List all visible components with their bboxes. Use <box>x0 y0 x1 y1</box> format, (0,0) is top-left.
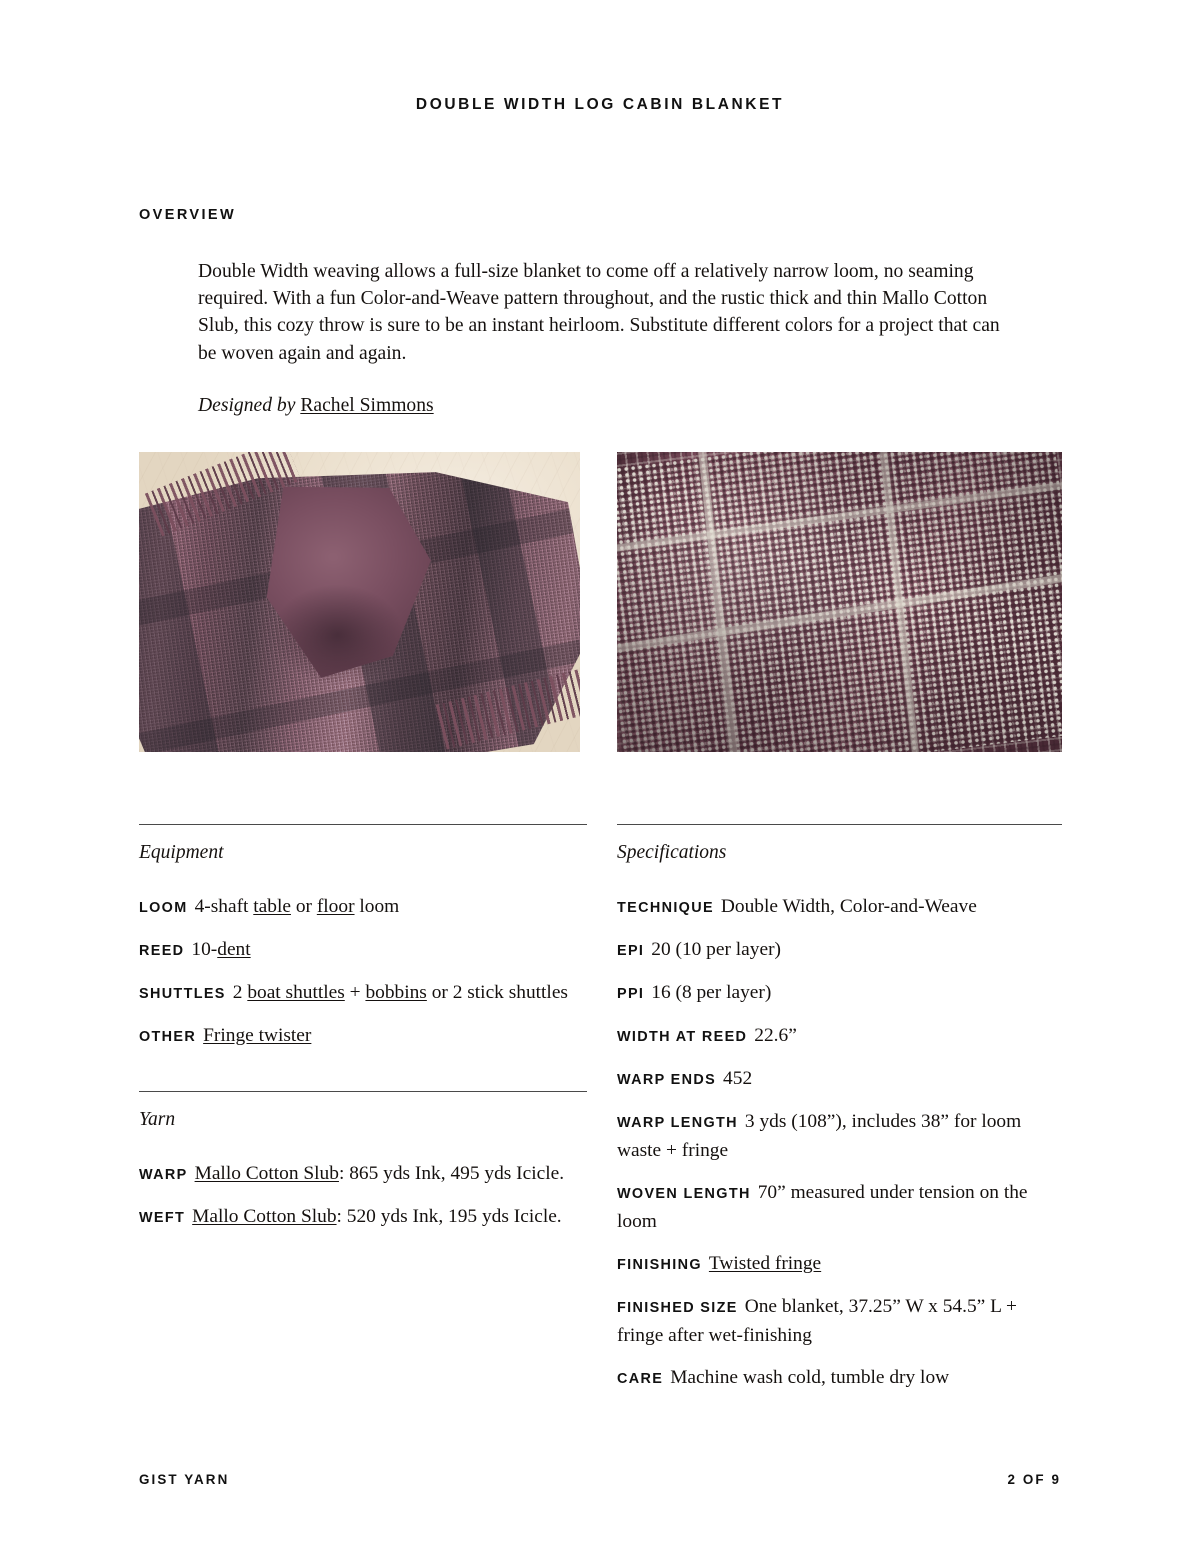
weave-fold-shading <box>617 452 1062 752</box>
equipment-row-reed <box>139 936 587 965</box>
row-label: REED <box>139 943 185 959</box>
spec-row-epi <box>617 936 1062 965</box>
spec-row-woven-length <box>617 1179 1062 1236</box>
overview-heading: OVERVIEW <box>139 207 237 223</box>
row-label: WEFT <box>139 1210 186 1226</box>
equipment-row-loom <box>139 893 587 922</box>
row-value: 20 (10 per layer) <box>651 939 782 960</box>
row-label: WARP <box>139 1167 188 1183</box>
page-title: DOUBLE WIDTH LOG CABIN BLANKET <box>415 96 785 113</box>
overview-paragraph: Double Width weaving allows a full-size blanket to come off a relatively narrow loom, no seaming required. With a fun Color-and-Weave pattern throughout, and the rustic thick and thin Mallo Cotton Slub, this cozy throw is sure to be an instant heirloom. Substitute different colors for a project that can be woven again and again. <box>198 261 1000 364</box>
row-value: 22.6” <box>754 1025 797 1046</box>
spec-row-technique <box>617 893 1062 922</box>
row-value: 452 <box>723 1068 753 1089</box>
section-divider <box>139 1091 587 1092</box>
spec-row-warp-ends <box>617 1065 1062 1094</box>
row-value-mid: or <box>290 896 317 917</box>
boat-shuttles-link[interactable]: boat shuttles <box>247 982 345 1003</box>
row-label: OTHER <box>139 1029 197 1045</box>
equipment-rows <box>139 893 587 1051</box>
equipment-row-other <box>139 1022 587 1051</box>
bobbins-link[interactable]: bobbins <box>365 982 427 1003</box>
spec-row-width-at-reed <box>617 1022 1062 1051</box>
spec-row-warp-length <box>617 1108 1062 1165</box>
reed-dent-link[interactable]: dent <box>217 939 251 960</box>
designer-credit <box>198 393 1010 419</box>
row-value: One blanket, 37.25” W x 54.5” L + fringe after wet-finishing <box>617 1296 1017 1346</box>
section-divider <box>139 824 587 825</box>
footer-page-number: 2 OF 9 <box>1007 1472 1061 1487</box>
specifications-rows <box>617 893 1062 1393</box>
yarn-section <box>139 1091 587 1232</box>
spec-row-care <box>617 1364 1062 1393</box>
row-label: WIDTH AT REED <box>617 1029 748 1045</box>
spec-row-finishing <box>617 1250 1062 1279</box>
row-value: : 865 yds Ink, 495 yds Icicle. <box>338 1163 565 1184</box>
row-value-mid: + <box>344 982 366 1003</box>
row-value: Machine wash cold, tumble dry low <box>670 1367 950 1388</box>
row-value: 2 <box>232 982 248 1003</box>
loom-table-link[interactable]: table <box>253 896 291 917</box>
row-label: WARP LENGTH <box>617 1115 738 1131</box>
row-value: : 520 yds Ink, 195 yds Icicle. <box>336 1206 562 1227</box>
row-label: EPI <box>617 943 645 959</box>
row-value: 10- <box>191 939 218 960</box>
spec-row-ppi <box>617 979 1062 1008</box>
row-value: 16 (8 per layer) <box>651 982 772 1003</box>
warp-yarn-link[interactable]: Mallo Cotton Slub <box>194 1163 339 1184</box>
designer-link[interactable]: Rachel Simmons <box>300 394 434 416</box>
row-value: 70” measured under tension on the loom <box>617 1182 1028 1232</box>
row-label: TECHNIQUE <box>617 900 714 916</box>
row-value: 3 yds (108”), includes 38” for loom waste + fringe <box>617 1111 1022 1161</box>
row-label: FINISHING <box>617 1257 702 1273</box>
section-divider <box>617 824 1062 825</box>
row-label: LOOM <box>139 900 188 916</box>
designed-by-label: Designed by <box>198 394 296 416</box>
spec-row-finished-size <box>617 1293 1062 1350</box>
page-footer <box>139 1472 1061 1487</box>
row-value-post: loom <box>354 896 400 917</box>
yarn-title: Yarn <box>139 1109 176 1130</box>
blanket-fold-shadow <box>271 584 403 686</box>
equipment-title: Equipment <box>139 842 224 863</box>
row-label: CARE <box>617 1371 664 1387</box>
weave-detail-photo <box>617 452 1062 752</box>
yarn-row-weft <box>139 1203 587 1232</box>
weft-yarn-link[interactable]: Mallo Cotton Slub <box>192 1206 337 1227</box>
row-label: WOVEN LENGTH <box>617 1186 751 1202</box>
loom-floor-link[interactable]: floor <box>316 896 355 917</box>
row-label: WARP ENDS <box>617 1072 717 1088</box>
row-value: Double Width, Color-and-Weave <box>720 896 977 917</box>
blanket-photo <box>139 452 580 752</box>
row-value: 4-shaft <box>194 896 254 917</box>
row-label: PPI <box>617 986 645 1002</box>
row-label: SHUTTLES <box>139 986 226 1002</box>
yarn-row-warp <box>139 1160 587 1189</box>
footer-brand: GIST YARN <box>139 1472 230 1487</box>
overview-block <box>198 258 1010 419</box>
row-label: FINISHED SIZE <box>617 1300 738 1316</box>
yarn-rows <box>139 1160 587 1232</box>
specifications-title: Specifications <box>617 842 727 863</box>
twisted-fringe-link[interactable]: Twisted fringe <box>708 1253 822 1274</box>
fringe-twister-link[interactable]: Fringe twister <box>203 1025 312 1046</box>
equipment-row-shuttles <box>139 979 587 1008</box>
equipment-column <box>139 824 587 1246</box>
row-value-post: or 2 stick shuttles <box>426 982 568 1003</box>
specifications-column <box>617 824 1062 1407</box>
